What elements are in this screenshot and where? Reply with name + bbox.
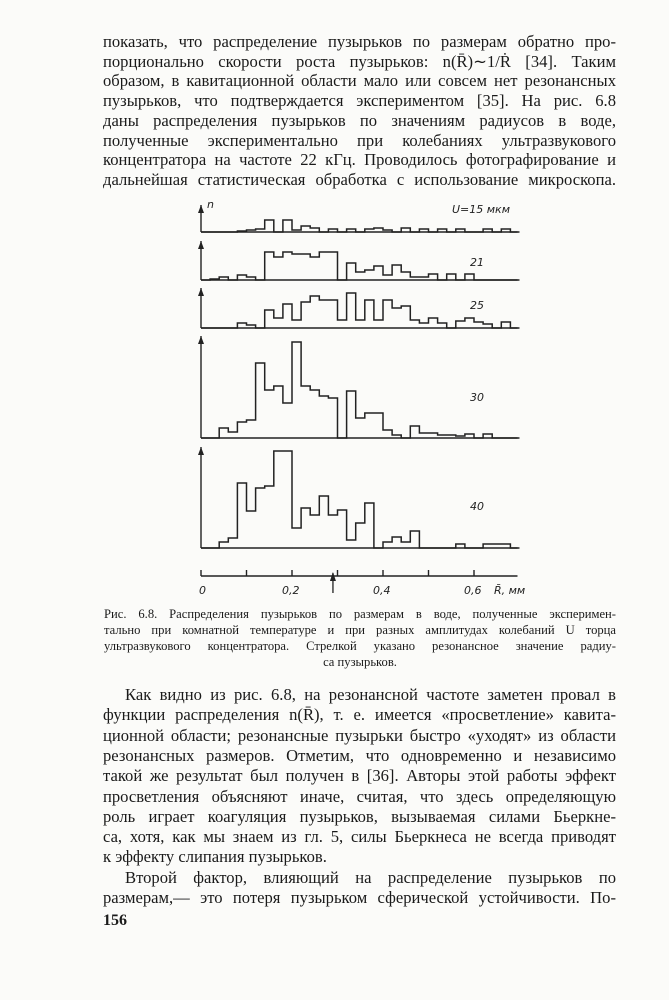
histogram-bin	[283, 220, 292, 232]
histogram-bin	[374, 413, 383, 438]
amplitude-label: 40	[470, 500, 484, 513]
histogram-bin	[219, 542, 228, 548]
histogram-bin	[292, 320, 301, 328]
histogram-bin	[301, 302, 310, 328]
histogram-bin	[265, 252, 274, 280]
histogram-bin	[301, 386, 310, 438]
text-line: са пузырьков.	[323, 655, 397, 669]
histogram-bin	[247, 420, 256, 438]
arrow-up-icon	[198, 288, 204, 296]
histogram-bin	[310, 515, 319, 548]
histogram-bin	[347, 540, 356, 548]
histogram-bin	[383, 542, 392, 548]
histogram-bin	[328, 252, 337, 280]
amplitude-label: 25	[470, 299, 484, 312]
histogram-bin	[319, 252, 328, 280]
histogram-bin	[392, 308, 401, 328]
histogram-bin	[256, 363, 265, 438]
x-tick-label: 0,4	[373, 584, 391, 597]
histogram-bin	[338, 320, 347, 328]
histogram-bin	[401, 542, 410, 548]
histogram-bin	[301, 226, 310, 232]
histogram-bin	[365, 270, 374, 280]
amplitude-label: 30	[470, 391, 484, 404]
amplitude-label: 21	[470, 256, 484, 269]
histogram-bin	[374, 320, 383, 328]
histogram-panel	[198, 241, 520, 280]
histogram-bin	[429, 318, 438, 328]
histogram-bin	[374, 266, 383, 280]
histogram-bin	[283, 252, 292, 280]
histogram-bin	[310, 296, 319, 328]
histogram-bin	[338, 510, 347, 548]
x-axis	[199, 570, 525, 597]
histogram-bin	[274, 451, 283, 548]
histogram-bin	[301, 508, 310, 548]
x-axis-label: R̄, мм	[494, 584, 526, 597]
text-line: роль играет коагуляция пузырьков, вызываемая силами Бьеркне-	[103, 806, 616, 826]
histogram-bin	[383, 300, 392, 328]
histogram-bin	[501, 322, 510, 328]
histogram-bin	[228, 538, 237, 548]
histogram-panel	[198, 288, 520, 328]
histogram-bin	[365, 413, 374, 438]
text-line: резонансных размеров. Отметим, что одновременно и независимо	[103, 745, 616, 765]
histogram-bin	[274, 318, 283, 328]
x-tick-label: 0	[199, 584, 206, 597]
text-line: Рис. 6.8. Распределения пузырьков по размерам в воде, полученные эксперимен-	[104, 607, 616, 621]
text-line: показать, что распределение пузырьков по размерам обратно про-	[103, 32, 616, 51]
text-line: тально при комнатной температуре и при разных амплитудах колебаний U торца	[104, 623, 616, 637]
histogram-bin	[328, 515, 337, 548]
histogram-bin	[356, 320, 365, 328]
histogram-outline	[201, 220, 520, 232]
text-line: ультразвукового концентратора. Стрелкой указано резонансное значение радиу-	[104, 639, 616, 653]
histogram-bin	[265, 220, 274, 232]
text-line: пузырьков, что подтверждается экспериментом [35]. На рис. 6.8	[103, 91, 616, 111]
histogram-bin	[237, 483, 246, 548]
histogram-bin	[328, 300, 337, 328]
histogram-bin	[429, 274, 438, 280]
histogram-bin	[410, 531, 419, 548]
histogram-bin	[265, 390, 274, 438]
text-line: концентратора на частоте 22 кГц. Проводилось фотографирование и	[103, 150, 616, 170]
histogram-bin	[219, 428, 228, 438]
histogram-bin	[247, 511, 256, 548]
page-number: 156	[103, 912, 127, 929]
amplitude-label: U=15 мкм	[452, 203, 511, 216]
arrow-up-icon	[198, 205, 204, 213]
histogram-bin	[292, 342, 301, 438]
text-line: полученные экспериментально при колебаниях ультразвукового	[103, 130, 616, 150]
histogram-bin	[319, 396, 328, 438]
histogram-bin	[392, 537, 401, 548]
histogram-bin	[465, 274, 474, 280]
text-line: даны распределения пузырьков по значениям радиусов в воде,	[103, 110, 616, 130]
text-line: к эффекту слипания пузырьков.	[103, 847, 327, 867]
histogram-bin	[292, 254, 301, 280]
text-line: образом, в кавитационной области мало или совсем нет резонансных	[103, 71, 616, 91]
histogram-bin	[347, 391, 356, 438]
histogram-bin	[410, 426, 419, 438]
text-line: такой же результат был получен в [36]. Авторы этой работы эффект	[103, 766, 616, 786]
histogram-bin	[265, 310, 274, 328]
histogram-bin	[356, 418, 365, 438]
histogram-bin	[237, 422, 246, 438]
histogram-bin	[401, 306, 410, 328]
histogram-bin	[265, 486, 274, 548]
histogram-bin	[347, 263, 356, 280]
histogram-bin	[228, 432, 237, 438]
x-tick-label: 0,2	[282, 584, 300, 597]
text-line: порционально скорости роста пузырьков: n(R̄)∼1/Ṙ [34]. Таким	[103, 51, 616, 71]
histogram-bin	[319, 300, 328, 328]
text-line: функции распределения n(R̄), т. е. имеется «просветление» кавита-	[103, 705, 616, 725]
text-line: просветления объясняют иначе, считая, что здесь определяющую	[103, 786, 616, 806]
histogram-panel	[198, 447, 520, 548]
histogram-bin	[310, 257, 319, 280]
histogram-bin	[274, 386, 283, 438]
histogram-bin	[365, 503, 374, 548]
histogram-panel	[198, 336, 520, 438]
histogram-bin	[447, 274, 456, 280]
text-line: са, хотя, как мы знаем из гл. 5, силы Бьеркнеса не всегда приводят	[103, 827, 616, 847]
text-line: Второй фактор, влияющий на распределение пузырьков по	[125, 868, 616, 887]
histogram-bin	[310, 390, 319, 438]
histogram-bin	[383, 430, 392, 438]
arrow-up-icon	[198, 241, 204, 249]
text-line: размерам,— это потеря пузырьком сферической устойчивости. По-	[103, 888, 616, 908]
histogram-bin	[347, 293, 356, 328]
histogram-bin	[474, 322, 483, 328]
histogram-bin	[456, 321, 465, 328]
histogram-bin	[328, 398, 337, 438]
text-line: дальнейшая статистическая обработка с использование микроскопа.	[103, 169, 616, 189]
histogram-bin	[356, 272, 365, 280]
histogram-panel	[198, 203, 520, 232]
y-axis-label: n	[207, 198, 214, 211]
x-tick-label: 0,6	[464, 584, 482, 597]
histogram-bin	[365, 300, 374, 328]
text-line: Как видно из рис. 6.8, на резонансной частоте заметен провал в	[125, 685, 616, 704]
histogram-bin	[465, 318, 474, 328]
histogram-bin	[274, 257, 283, 280]
histogram-bin	[292, 528, 301, 548]
histogram-bin	[283, 304, 292, 328]
histogram-bin	[283, 403, 292, 438]
histogram-bin	[356, 523, 365, 548]
histogram-bin	[283, 451, 292, 548]
histogram-bin	[319, 496, 328, 548]
histogram-bin	[410, 320, 419, 328]
histogram-bin	[392, 265, 401, 280]
arrow-up-icon	[198, 336, 204, 344]
histogram-bin	[256, 488, 265, 548]
text-line: ционной области; резонансные пузырьки быстро «уходят» из области	[103, 725, 616, 745]
histogram-bin	[301, 254, 310, 280]
arrow-up-icon	[198, 447, 204, 455]
histogram-bin	[401, 272, 410, 280]
